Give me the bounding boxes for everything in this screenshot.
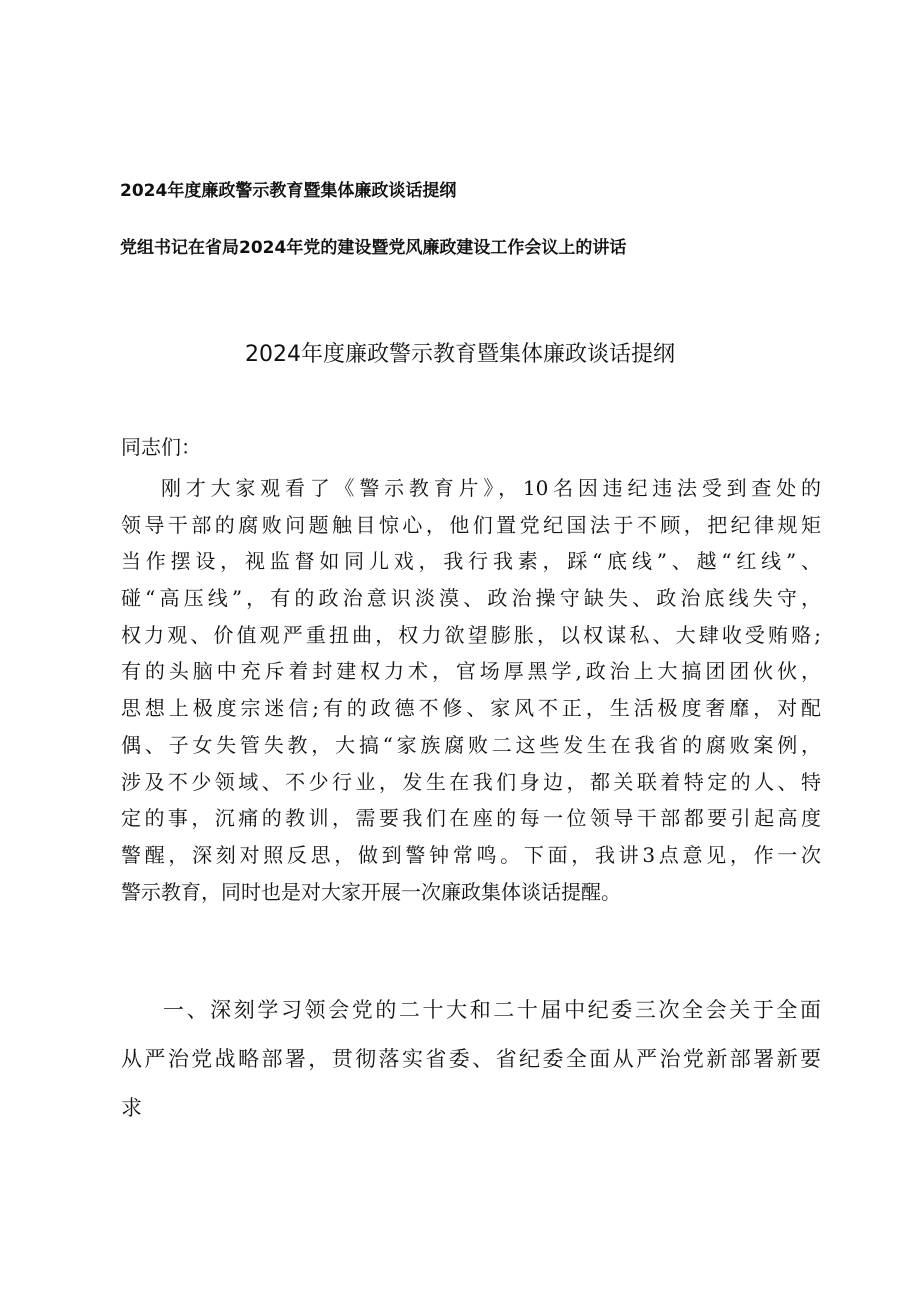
section-heading-line: 从严治党战略部署，贯彻落实省委、省纪委全面从严治党新部署新要 (121, 1047, 821, 1071)
paragraph-line: 涉及不少领域、不少行业，发生在我们身边，都关联着特定的人、特 (121, 769, 821, 794)
paragraph-line: 思想上极度宗迷信;有的政德不修、家风不正，生活极度奢靡，对配 (121, 696, 821, 721)
salutation: 同志们： (121, 435, 201, 459)
paragraph-line: 警示教育，同时也是对大家开展一次廉政集体谈话提醒。 (121, 879, 621, 904)
paragraph-line: 定的事，沉痛的教训，需要我们在座的每一位领导干部都要引起高度 (121, 806, 821, 831)
paragraph-line: 有的头脑中充斥着封建权力术，官场厚黑学,政治上大搞团团伙伙， (121, 659, 821, 684)
paragraph-line: 当作摆设，视监督如同儿戏，我行我素，踩“底线”、越“红线”、 (121, 549, 821, 574)
toc-entry-1[interactable]: 2024年度廉政警示教育暨集体廉政谈话提纲 (120, 181, 457, 201)
paragraph-line: 领导干部的腐败问题触目惊心，他们置党纪国法于不顾，把纪律规矩 (121, 512, 821, 537)
section-heading-line: 一、深刻学习领会党的二十大和二十届中纪委三次全会关于全面 (163, 998, 821, 1022)
paragraph-line: 刚才大家观看了《警示教育片》，10名因违纪违法受到查处的 (161, 476, 821, 500)
toc-entry-2[interactable]: 党组书记在省局2024年党的建设暨党风廉政建设工作会议上的讲话 (120, 238, 627, 258)
paragraph-line: 权力观、价值观严重扭曲，权力欲望膨胀，以权谋私、大肆收受贿赂; (121, 622, 821, 647)
section-heading (121, 986, 821, 1133)
body-paragraph (121, 470, 821, 910)
paragraph-line: 警醒，深刻对照反思，做到警钟常鸣。下面，我讲3点意见，作一次 (121, 842, 821, 867)
section-heading-line: 求 (121, 1096, 142, 1120)
paragraph-line: 碰“高压线”，有的政治意识淡漠、政治操守缺失、政治底线失守， (121, 586, 821, 611)
document-title: 2024年度廉政警示教育暨集体廉政谈话提纲 (245, 342, 675, 367)
paragraph-line: 偶、子女失管失教，大搞“家族腐败二这些发生在我省的腐败案例， (121, 732, 821, 757)
